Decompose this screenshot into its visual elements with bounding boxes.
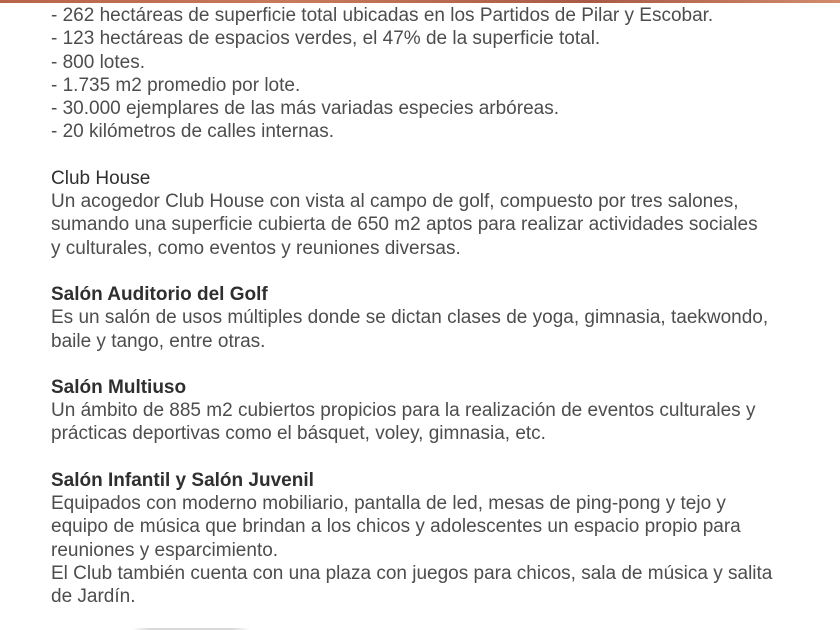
feature-item: - 262 hectáreas de superficie total ubicadas en los Partidos de Pilar y Escobar. (51, 5, 714, 26)
spacer (51, 144, 811, 167)
feature-item: - 1.735 m2 promedio por lote. (51, 74, 301, 96)
section-heading: Club House (51, 167, 151, 189)
spacer (51, 260, 811, 283)
feature-item: - 123 hectáreas de espacios verdes, el 47% de la superficie total. (51, 28, 601, 50)
paragraph-line: baile y tango, entre otras. (51, 330, 266, 352)
infantil-section (51, 469, 811, 609)
paragraph-line: sumando una superficie cubierta de 650 m2 aptos para realizar actividades sociales (51, 214, 758, 236)
multiuso-section (51, 376, 811, 446)
paragraph-line: Equipados con moderno mobiliario, pantalla de led, mesas de ping-pong y tejo y (51, 493, 726, 515)
paragraph-line: El Club también cuenta con una plaza con juegos para chicos, sala de música y salita (51, 562, 773, 584)
paragraph-line: Un acogedor Club House con vista al campo de golf, compuesto por tres salones, (51, 191, 739, 213)
paragraph-line: de Jardín. (51, 586, 136, 608)
features-list (51, 4, 811, 144)
paragraph-line: Es un salón de usos múltiples donde se dictan clases de yoga, gimnasia, taekwondo, (51, 307, 769, 329)
section-heading: Salón Multiuso (51, 376, 187, 398)
spacer (51, 446, 811, 469)
paragraph-line: reuniones y esparcimiento. (51, 539, 279, 561)
feature-item: - 20 kilómetros de calles internas. (51, 121, 335, 143)
top-image-edge (0, 0, 840, 3)
paragraph-line: prácticas deportivas como el básquet, voley, gimnasia, etc. (51, 423, 546, 445)
section-heading: Salón Auditorio del Golf (51, 283, 268, 305)
feature-item: - 800 lotes. (51, 51, 145, 73)
feature-item: - 30.000 ejemplares de las más variadas especies arbóreas. (51, 98, 559, 120)
paragraph-line: y culturales, como eventos y reuniones diversas. (51, 237, 461, 259)
club-house-section (51, 167, 811, 260)
paragraph-line: equipo de música que brindan a los chicos y adolescentes un espacio propio para (51, 516, 741, 538)
document-body (51, 4, 811, 609)
section-heading: Salón Infantil y Salón Juvenil (51, 469, 314, 491)
spacer (51, 353, 811, 376)
auditorio-section (51, 283, 811, 353)
paragraph-line: Un ámbito de 885 m2 cubiertos propicios para la realización de eventos culturales y (51, 400, 756, 422)
